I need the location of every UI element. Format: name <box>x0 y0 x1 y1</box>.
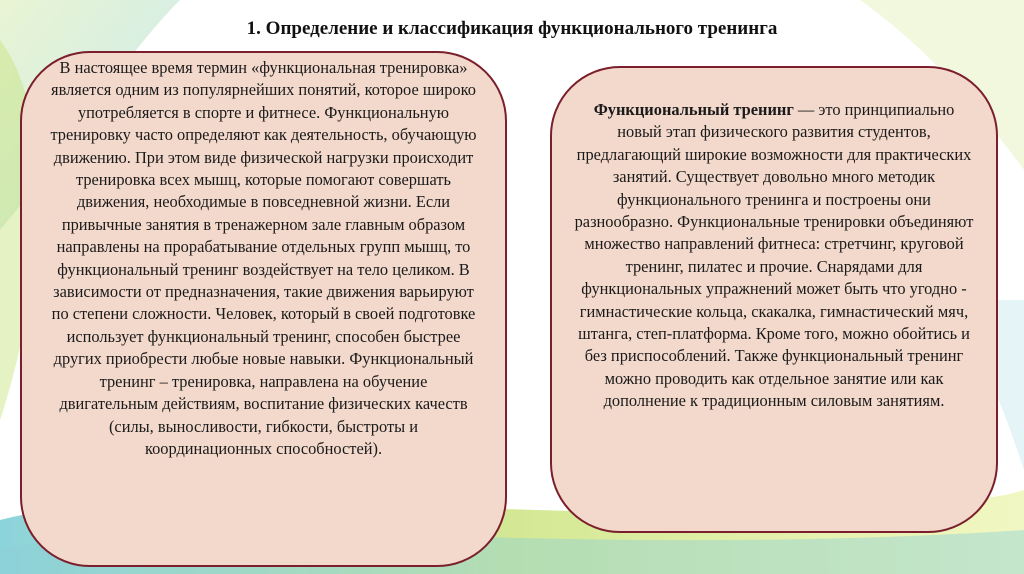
right-card-paragraph <box>574 99 974 413</box>
left-card-text: В настоящее время термин «функциональная тренировка» является одним из популярнейших понятий, которое широко употребляется в спорте и фитнесе. Функциональную тренировку часто определяют как деятельность, обучающую движению. При этом виде физической нагрузки происходит тренировка всех мышц, которые помогают совершать движения, необходимые в повседневной жизни. Если привычные занятия в тренажерном зале главным образом направлены на прорабатывание отдельных групп мышц, то функциональный тренинг воздействует на тело целиком. В зависимости от предназначения, такие движения варьируют по степени сложности. Человек, который в своей подготовке использует функциональный тренинг, способен быстрее других приобрести любые новые навыки. Функциональный тренинг – тренировка, направлена на обучение двигательным действиям, воспитание физических качеств (силы, выносливости, гибкости, быстроты и координационных способностей). <box>50 58 477 458</box>
definition-card-right <box>550 66 998 533</box>
right-card-term: Функциональный тренинг <box>593 100 794 119</box>
slide-title: 1. Определение и классификация функционального тренинга <box>246 18 778 39</box>
definition-card-left <box>20 51 507 567</box>
right-card-text: — это принципиально новый этап физического развития студентов, предлагающий широкие возможности для практических занятий. Существует довольно много методик функционального тренинга и построены они разнообразно. Функциональные тренировки объединяют множество направлений фитнеса: стретчинг, круговой тренинг, пилатес и прочие. Снарядами для функциональных упражнений может быть что угодно - гимнастические кольца, скакалка, гимнастический мяч, штанга, степ-платформа. Кроме того, можно обойтись и без приспособлений. Также функциональный тренинг можно проводить как отдельное занятие или как дополнение к традиционным силовым занятиям. <box>574 100 974 411</box>
